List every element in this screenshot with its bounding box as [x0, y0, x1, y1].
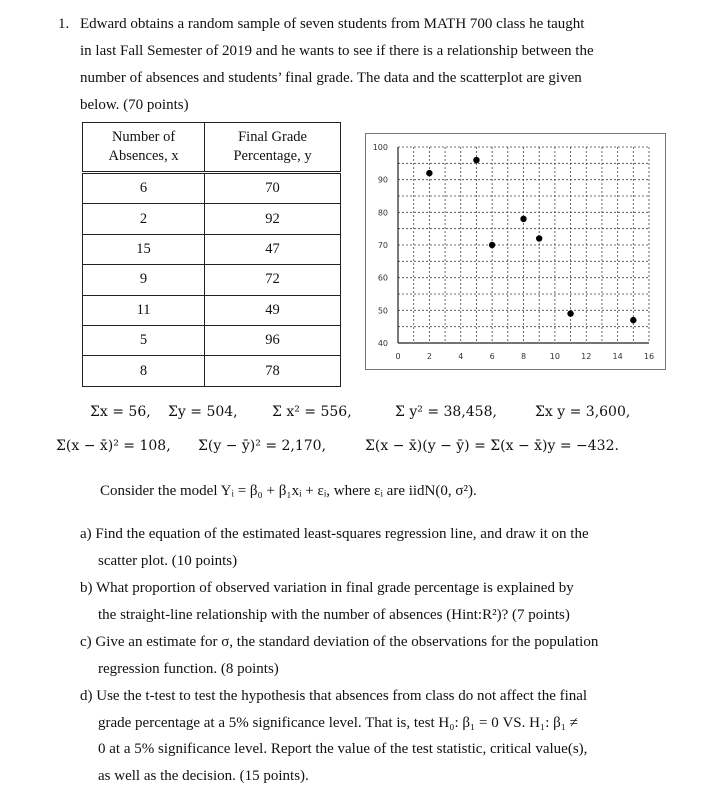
scatterplot: [365, 133, 666, 370]
x-tick-label: 4: [458, 352, 464, 361]
sxx: Σ(x − x̄)² = 108,: [56, 438, 171, 454]
data-table: [82, 122, 341, 387]
y-tick-label: 70: [377, 241, 388, 250]
absences-cell: 6: [83, 173, 205, 204]
question-text-line: in last Fall Semester of 2019 and he wants to see if there is a relationship between the: [80, 43, 594, 59]
sum-y2: Σ y² = 38,458,: [395, 404, 497, 420]
data-point: [473, 157, 479, 163]
sum-xy: Σx y = 3,600,: [535, 404, 631, 420]
y-tick-label: 50: [377, 306, 388, 316]
data-point: [426, 170, 432, 176]
scatterplot-svg: [366, 134, 665, 369]
grade-cell: 92: [205, 204, 341, 234]
absences-cell: 8: [83, 356, 205, 386]
data-point: [630, 317, 636, 323]
header-line: Number of: [111, 129, 176, 145]
absences-cell: 11: [83, 295, 205, 325]
sum-y: Σy = 504,: [168, 404, 238, 420]
part-d-line: 0 at a 5% significance level. Report the value of the test statistic, critical value(s),: [98, 741, 588, 757]
header-grade: [205, 123, 341, 173]
syy: Σ(y − ȳ)² = 2,170,: [198, 438, 327, 454]
part-a-line: scatter plot. (10 points): [98, 553, 238, 569]
question-text-line: Edward obtains a random sample of seven students from MATH 700 class he taught: [80, 16, 585, 32]
y-tick-label: 90: [377, 175, 388, 185]
absences-cell: 15: [83, 234, 205, 264]
grade-cell: 47: [205, 234, 341, 264]
data-point: [536, 235, 542, 241]
x-tick-label: 14: [612, 352, 623, 361]
table-row: [83, 295, 341, 325]
data-point: [567, 310, 573, 316]
part-c-line: regression function. (8 points): [98, 661, 279, 677]
part-d-line: as well as the decision. (15 points).: [98, 767, 309, 784]
header-line: Final Grade: [238, 129, 307, 145]
absences-cell: 9: [83, 265, 205, 295]
question-text-line: number of absences and students’ final grade. The data and the scatterplot are given: [80, 70, 582, 86]
grade-cell: 78: [205, 356, 341, 386]
grade-cell: 96: [205, 325, 341, 355]
x-tick-label: 10: [549, 352, 560, 361]
data-point: [489, 242, 495, 248]
data-point: [520, 216, 526, 222]
table-row: [83, 325, 341, 355]
header-absences: [83, 123, 205, 173]
question-number: 1.: [58, 16, 70, 32]
part-c-line: c) Give an estimate for σ, the standard deviation of the observations for the population: [80, 634, 599, 650]
y-tick-label: 60: [377, 273, 388, 283]
x-tick-label: 16: [643, 352, 655, 361]
part-d-line: d) Use the t-test to test the hypothesis that absences from class do not affect the final: [80, 688, 588, 704]
x-tick-label: 12: [581, 352, 592, 361]
question-text-line: below. (70 points): [80, 97, 189, 113]
table-row: [83, 265, 341, 295]
absences-cell: 5: [83, 325, 205, 355]
grade-cell: 49: [205, 295, 341, 325]
part-d-line: grade percentage at a 5% significance level. That is, test H₀: β₁ = 0 VS. H₁: β₁ ≠: [98, 714, 578, 731]
table-row: [83, 234, 341, 264]
y-tick-label: 80: [377, 208, 388, 218]
part-b-line: b) What proportion of observed variation in final grade percentage is explained by: [80, 580, 574, 596]
table-row: [83, 356, 341, 386]
x-tick-label: 2: [426, 352, 432, 361]
sum-x: Σx = 56,: [90, 404, 151, 420]
table-row: [83, 173, 341, 204]
y-tick-label: 40: [377, 339, 388, 348]
sum-x2: Σ x² = 556,: [272, 404, 352, 420]
header-line: Percentage, y: [233, 148, 312, 164]
model-statement: Consider the model Yᵢ = β₀ + β₁xᵢ + εᵢ, where εᵢ are iidN(0, σ²).: [100, 483, 477, 499]
x-tick-label: 0: [395, 352, 401, 361]
grade-cell: 72: [205, 265, 341, 295]
sxy: Σ(x − x̄)(y − ȳ) = Σ(x − x̄)y = −432.: [365, 438, 619, 454]
table-row: [83, 204, 341, 234]
y-tick-label: 100: [372, 143, 388, 152]
x-tick-label: 6: [489, 352, 495, 361]
header-line: Absences, x: [108, 148, 179, 164]
grade-cell: 70: [205, 173, 341, 204]
part-a-line: a) Find the equation of the estimated least-squares regression line, and draw it on the: [80, 526, 589, 542]
absences-cell: 2: [83, 204, 205, 234]
x-tick-label: 8: [520, 352, 527, 361]
part-b-line: the straight-line relationship with the number of absences (Hint:R²)? (7 points): [98, 607, 570, 623]
